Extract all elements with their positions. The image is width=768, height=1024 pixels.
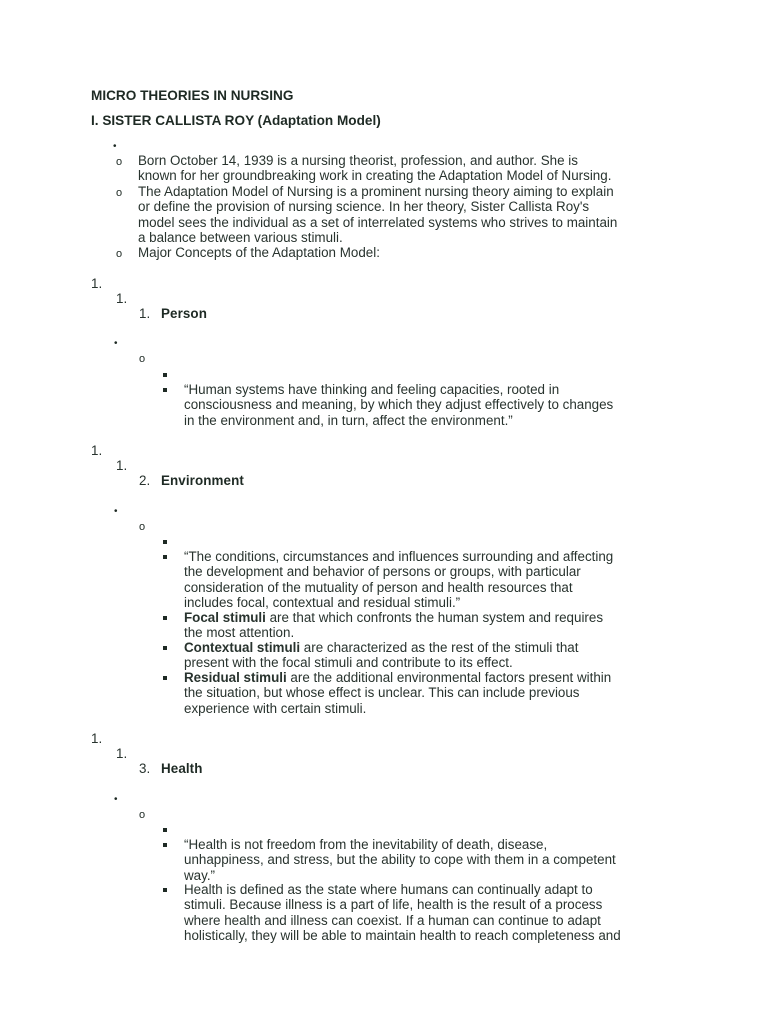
concept-person-definition: “Human systems have thinking and feeling capacities, rooted in consciousness and meaning, by which they adjust effectively to changes in the environment and, in turn, affect the environment.” xyxy=(184,382,614,428)
concept-environment-definition: “The conditions, circumstances and influences surrounding and affecting the development and behavior of persons or groups, with particular consideration of the mutuality of person and health resources that includes focal, contextual and residual stimuli.” xyxy=(184,549,614,610)
concept-heading-health: Health xyxy=(161,761,203,776)
list-number: 1. xyxy=(91,276,103,291)
term-focal-stimuli: Focal stimuli xyxy=(184,610,266,625)
list-number: 1. xyxy=(91,443,103,458)
focal-stimuli-item: Focal stimuli are that which confronts the human system and requires the most attention. xyxy=(184,610,604,641)
square-marker xyxy=(163,676,167,680)
term-residual-stimuli: Residual stimuli xyxy=(184,670,287,685)
concept-health-definition: “Health is not freedom from the inevitability of death, disease, unhappiness, and stress, but the ability to cope with them in a competent way.” xyxy=(184,837,616,883)
bullet-marker: • xyxy=(114,338,118,349)
concept-health-explanation: Health is defined as the state where humans can continually adapt to stimuli. Because illness is a part of life, health is the result of a process where health and illness can coexist. If a human can continue to adapt holistically, they will be able to maintain health to reach completeness and xyxy=(184,882,621,943)
square-marker xyxy=(163,616,167,620)
circle-marker: o xyxy=(139,809,146,821)
square-marker xyxy=(163,843,167,847)
bullet-marker: • xyxy=(114,506,118,517)
concept-heading-environment: Environment xyxy=(161,473,244,488)
square-marker xyxy=(163,388,167,392)
concept-heading-person: Person xyxy=(161,306,207,321)
list-number: 1. xyxy=(116,291,128,306)
square-marker xyxy=(163,888,167,892)
square-marker xyxy=(163,646,167,650)
list-number: 1. xyxy=(116,746,128,761)
circle-marker: o xyxy=(116,187,123,199)
list-number: 1. xyxy=(91,731,103,746)
intro-paragraph-birth: Born October 14, 1939 is a nursing theorist, profession, and author. She is known for her groundbreaking work in creating the Adaptation Model of Nursing. xyxy=(138,153,612,184)
list-number: 1. xyxy=(116,458,128,473)
intro-paragraph-concepts: Major Concepts of the Adaptation Model: xyxy=(138,245,380,260)
section-heading: I. SISTER CALLISTA ROY (Adaptation Model) xyxy=(91,113,381,128)
circle-marker: o xyxy=(139,353,146,365)
circle-marker: o xyxy=(116,156,123,168)
square-marker xyxy=(163,540,167,544)
circle-marker: o xyxy=(116,248,123,260)
square-marker xyxy=(163,555,167,559)
term-contextual-stimuli: Contextual stimuli xyxy=(184,640,301,655)
concept-number: 2. xyxy=(139,473,151,488)
concept-number: 3. xyxy=(139,761,151,776)
square-marker xyxy=(163,828,167,832)
intro-paragraph-model: The Adaptation Model of Nursing is a prominent nursing theory aiming to explain or define the provision of nursing science. In her theory, Sister Callista Roy's model sees the individual as a set of interrelated systems who strives to maintain a balance between various stimuli. xyxy=(138,184,618,245)
concept-number: 1. xyxy=(139,306,151,321)
residual-stimuli-item: Residual stimuli are the additional environmental factors present within the situation, but whose effect is unclear. This can include previous experience with certain stimuli. xyxy=(184,670,612,716)
contextual-stimuli-item: Contextual stimuli are characterized as the rest of the stimuli that present with the focal stimuli and contribute to its effect. xyxy=(184,640,579,671)
circle-marker: o xyxy=(139,521,146,533)
document-title: MICRO THEORIES IN NURSING xyxy=(91,88,294,103)
square-marker xyxy=(163,373,167,377)
bullet-marker: • xyxy=(114,794,118,805)
bullet-marker: • xyxy=(113,141,117,152)
